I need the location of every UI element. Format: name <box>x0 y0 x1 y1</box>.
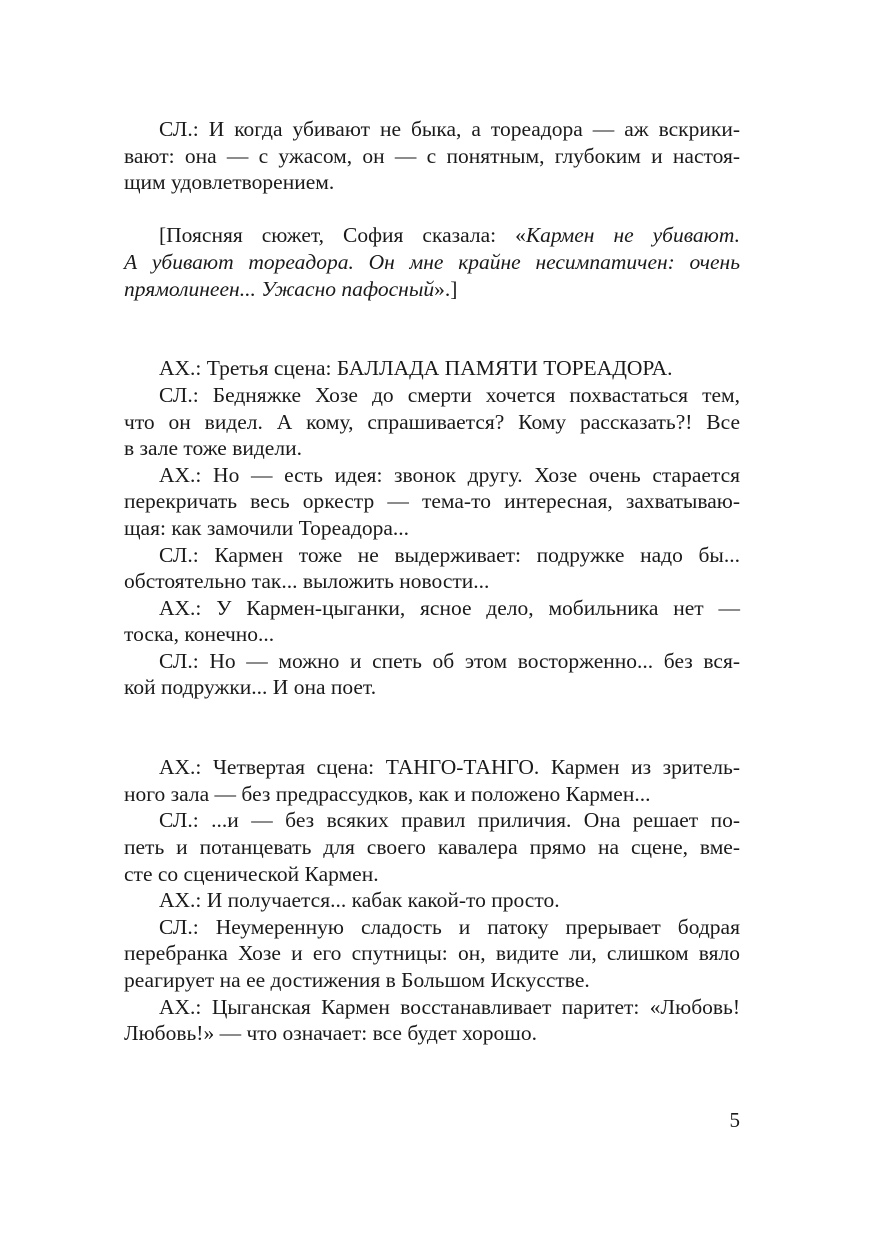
text-line <box>124 276 740 303</box>
paragraph-sofia-quote <box>124 222 740 302</box>
text-line: СЛ.: Неумеренную сладость и патоку прерывает бодрая <box>159 914 740 939</box>
quote-close: ».] <box>434 276 458 301</box>
paragraph-ah-scene4 <box>124 754 740 807</box>
text-line: СЛ.: Кармен тоже не выдерживает: подружке надо бы... <box>159 542 740 567</box>
text-line: СЛ.: Бедняжке Хозе до смерти хочется похвастаться тем, <box>159 382 740 407</box>
text-line: АХ.: У Кармен-цыганки, ясное дело, мобильника нет — <box>159 595 740 620</box>
text-line: АХ.: Четвертая сцена: ТАНГО-ТАНГО. Кармен из зритель- <box>159 755 740 780</box>
paragraph-ah-call <box>124 462 740 542</box>
text-line: перебранка Хозе и его спутницы: он, видите ли, слишком вяло <box>124 941 740 966</box>
text-line: щим удовлетворением. <box>124 170 335 195</box>
text-line: реагирует на ее достижения в Большом Искусстве. <box>124 968 590 992</box>
text-line: обстоятельно так... выложить новости... <box>124 569 490 594</box>
text-line: в зале тоже видели. <box>124 436 302 461</box>
spacer <box>124 329 740 356</box>
text-line: перекричать весь оркестр — тема-то интересная, захватываю- <box>124 489 740 514</box>
paragraph-sl-carmen <box>124 542 740 595</box>
text-line: СЛ.: Но — можно и спеть об этом восторженно... без вся- <box>159 648 740 673</box>
paragraph-ah-scene3 <box>124 355 740 382</box>
text-line: вают: она — с ужасом, он — с понятным, глубоким и настоя- <box>124 143 740 168</box>
page-body <box>124 116 740 1047</box>
text-line: АХ.: Третья сцена: БАЛЛАДА ПАМЯТИ ТОРЕАДОРА. <box>159 356 673 381</box>
text-line: петь и потанцевать для своего кавалера прямо на сцене, вме- <box>124 835 740 860</box>
quote-intro: [Поясняя сюжет, София сказала: « <box>159 223 526 248</box>
quote-italic: прямолинеен... Ужасно пафосный <box>124 276 435 301</box>
text-line: щая: как замочили Тореадора... <box>124 515 410 540</box>
paragraph-ah-parity <box>124 994 740 1047</box>
text-line: ного зала — без предрассудков, как и положено Кармен... <box>124 781 651 806</box>
text-line: тоска, конечно... <box>124 622 275 647</box>
page-number: 5 <box>729 1108 740 1132</box>
spacer <box>124 196 740 223</box>
text-line: СЛ.: ...и — без всяких правил приличия. Она решает по- <box>159 808 740 833</box>
quote-italic-line: А убивают тореадора. Он мне крайне несимпатичен: очень <box>124 249 740 274</box>
text-line: АХ.: И получается... кабак какой-то просто. <box>159 888 560 913</box>
paragraph-ah-gypsy <box>124 595 740 648</box>
text-line: СЛ.: И когда убивают не быка, а тореадора — аж вскрики- <box>159 117 740 141</box>
paragraph-sl-jose <box>124 382 740 462</box>
text-line <box>124 222 740 249</box>
spacer <box>124 302 740 329</box>
text-line: АХ.: Цыганская Кармен восстанавливает паритет: «Любовь! <box>159 994 740 1019</box>
text-line: АХ.: Но — есть идея: звонок другу. Хозе очень старается <box>159 462 740 487</box>
spacer <box>124 701 740 728</box>
text-line: кой подружки... И она поет. <box>124 675 377 700</box>
text-line: Любовь!» — что означает: все будет хорошо. <box>124 1021 537 1046</box>
paragraph-sl-toreador <box>124 116 740 196</box>
text-line: что он видел. А кому, спрашивается? Кому рассказать?! Все <box>124 409 740 434</box>
spacer <box>124 728 740 755</box>
paragraph-sl-rules <box>124 807 740 887</box>
paragraph-ah-kabak <box>124 887 740 914</box>
quote-italic: Кармен не убивают. <box>525 223 740 248</box>
text-line: сте со сценической Кармен. <box>124 861 379 886</box>
paragraph-sl-sing <box>124 648 740 701</box>
paragraph-sl-sweetness <box>124 914 740 994</box>
